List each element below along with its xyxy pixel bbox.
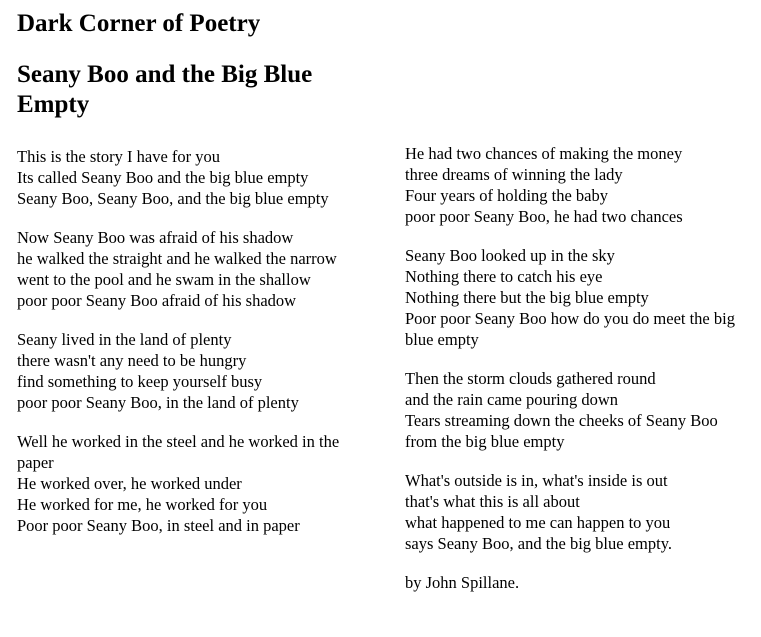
stanza-7 — [405, 368, 735, 452]
poem-line: there wasn't any need to be hungry — [17, 351, 247, 370]
poem-line: three dreams of winning the lady — [405, 165, 623, 184]
poem-line: went to the pool and he swam in the shallow — [17, 270, 311, 289]
stanza-6 — [405, 245, 735, 350]
poem-line: poor poor Seany Boo, in the land of plenty — [17, 393, 299, 412]
poem-line: what happened to me can happen to you — [405, 513, 671, 532]
poem-line: This is the story I have for you — [17, 147, 221, 166]
poem-line: Tears streaming down the cheeks of Seany Boo — [405, 411, 718, 430]
poem-line: poor poor Seany Boo afraid of his shadow — [17, 291, 297, 310]
poem-line: says Seany Boo, and the big blue empty. — [405, 534, 673, 553]
poem-line: Its called Seany Boo and the big blue empty — [17, 168, 309, 187]
poem-line: Seany Boo, Seany Boo, and the big blue empty — [17, 189, 329, 208]
poem-line: that's what this is all about — [405, 492, 580, 511]
stanza-8 — [405, 470, 735, 554]
poem-line: find something to keep yourself busy — [17, 372, 263, 391]
poem-line: He worked over, he worked under — [17, 474, 242, 493]
poem-line: and the rain came pouring down — [405, 390, 619, 409]
poem-line: He worked for me, he worked for you — [17, 495, 268, 514]
poem-line: Poor poor Seany Boo how do you do meet the big blue empty — [405, 309, 735, 349]
site-title: Dark Corner of Poetry — [17, 10, 261, 37]
stanza-1 — [17, 146, 352, 209]
poem-line: Well he worked in the steel and he worked in the paper — [17, 432, 340, 472]
poem-column-left — [17, 146, 352, 554]
poem-line: Poor poor Seany Boo, in steel and in paper — [17, 516, 300, 535]
poem-title: Seany Boo and the Big Blue Empty — [17, 61, 313, 118]
poem-line: poor poor Seany Boo, he had two chances — [405, 207, 683, 226]
poem-line: Now Seany Boo was afraid of his shadow — [17, 228, 294, 247]
poem-column-right — [405, 143, 735, 593]
poem-line: He had two chances of making the money — [405, 144, 683, 163]
poem-line: from the big blue empty — [405, 432, 565, 451]
poem-line: Nothing there but the big blue empty — [405, 288, 649, 307]
stanza-5 — [405, 143, 735, 227]
stanza-4 — [17, 431, 352, 536]
poem-line: Nothing there to catch his eye — [405, 267, 603, 286]
poem-line: What's outside is in, what's inside is out — [405, 471, 668, 490]
poem-line: Then the storm clouds gathered round — [405, 369, 656, 388]
poem-line: he walked the straight and he walked the narrow — [17, 249, 337, 268]
poem-line: Four years of holding the baby — [405, 186, 609, 205]
poem-line: Seany lived in the land of plenty — [17, 330, 232, 349]
poem-line: Seany Boo looked up in the sky — [405, 246, 615, 265]
stanza-2 — [17, 227, 352, 311]
author-byline: by John Spillane. — [405, 573, 520, 592]
stanza-3 — [17, 329, 352, 413]
